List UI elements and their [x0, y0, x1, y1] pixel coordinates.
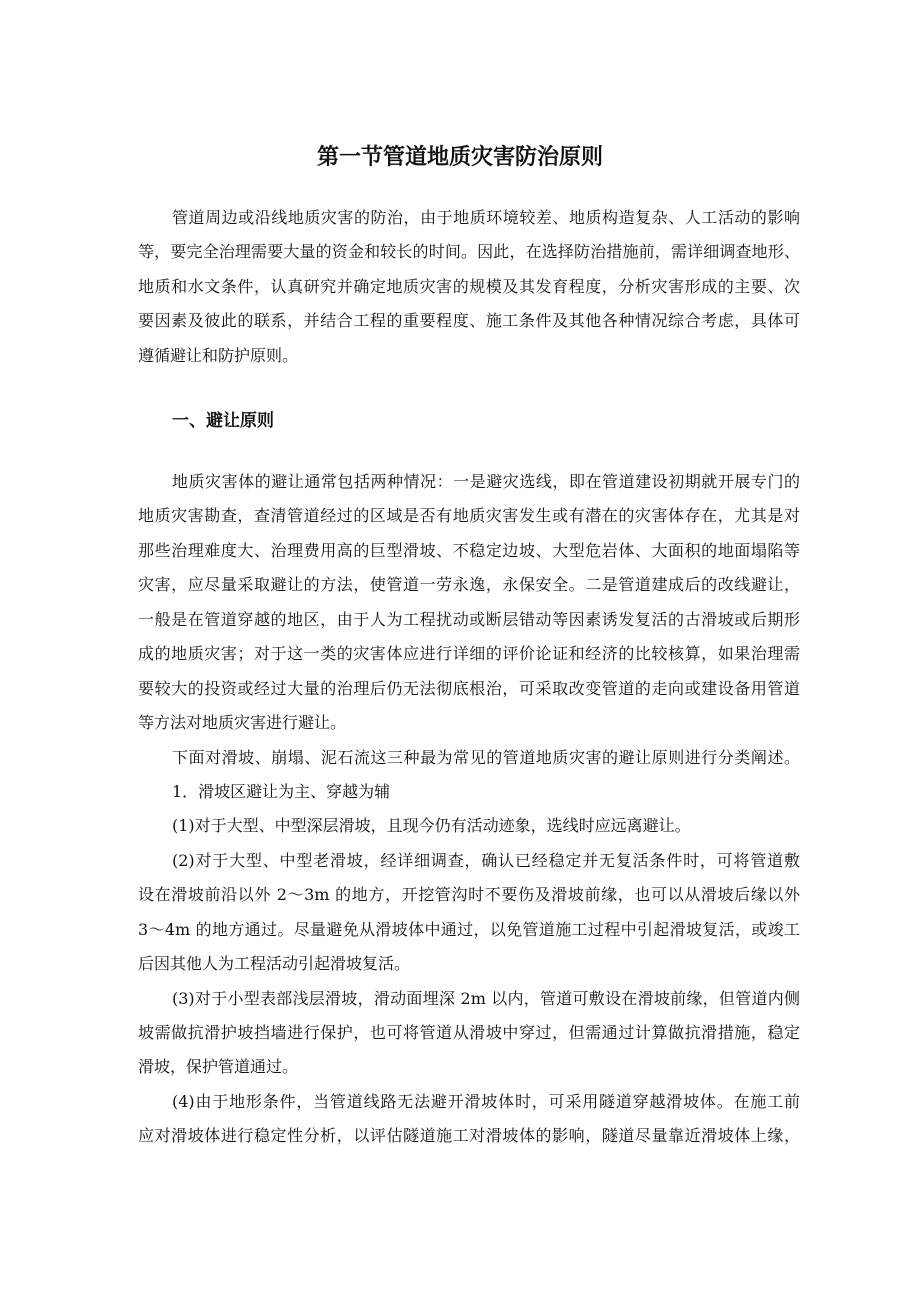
text-line: 等方法对地质灾害进行避让。: [138, 713, 347, 733]
section-heading: 一、避让原则: [172, 411, 274, 431]
text-line: 后因其他人为工程活动引起滑坡复活。: [138, 954, 411, 974]
text-line: 成的地质灾害；对于这一类的灾害体应进行详细的评价论证和经济的比较核算，如果治理需: [138, 644, 800, 664]
text-line: 应对滑坡体进行稳定性分析，以评估隧道施工对滑坡体的影响，隧道尽量靠近滑坡体上缘，: [138, 1126, 800, 1146]
text-line: 地质灾害勘查，查清管道经过的区域是否有地质灾害发生或有潜在的灾害体存在，尤其是对: [138, 506, 800, 526]
text-line: 设在滑坡前沿以外 2～3m 的地方，开挖管沟时不要伤及滑坡前缘，也可以从滑坡后缘以外: [138, 885, 800, 905]
text-line: 下面对滑坡、崩塌、泥石流这三种最为常见的管道地质灾害的避让原则进行分类阐述。: [172, 747, 800, 767]
list-heading: 1．滑坡区避让为主、穿越为辅: [172, 781, 391, 801]
text-line: 那些治理难度大、治理费用高的巨型滑坡、不稳定边坡、大型危岩体、大面积的地面塌陷等: [138, 540, 800, 560]
text-line: 灾害，应尽量采取避让的方法，使管道一劳永逸，永保安全。二是管道建成后的改线避让，: [138, 575, 800, 595]
text-line: (2)对于大型、中型老滑坡，经详细调查，确认已经稳定并无复活条件时，可将管道敷: [172, 850, 800, 870]
intro-paragraph: [138, 201, 800, 373]
text-line: (1)对于大型、中型深层滑坡，且现今仍有活动迹象，选线时应远离避让。: [172, 816, 691, 836]
text-line: 地质灾害体的避让通常包括两种情况：一是避灾选线，即在管道建设初期就开展专门的: [172, 472, 800, 491]
text-line: 等，要完全治理需要大量的资金和较长的时间。因此，在选择防治措施前，需详细调查地形、: [138, 242, 800, 262]
text-line: 坡需做抗滑护坡挡墙进行保护，也可将管道从滑坡中穿过，但需通过计算做抗滑措施，稳定: [138, 1023, 800, 1042]
body-text: [138, 465, 800, 1154]
text-line: (4)由于地形条件，当管道线路无法避开滑坡体时，可采用隧道穿越滑坡体。在施工前: [172, 1091, 800, 1111]
page-title: 第一节管道地质灾害防治原则: [316, 145, 603, 170]
text-line: 滑坡，保护管道通过。: [138, 1057, 299, 1077]
text-line: 3～4m 的地方通过。尽量避免从滑坡体中通过，以免管道施工过程中引起滑坡复活，或竣工: [138, 919, 800, 939]
text-line: (3)对于小型表部浅层滑坡，滑动面埋深 2m 以内，管道可敷设在滑坡前缘，但管道内侧: [172, 988, 800, 1008]
text-line: 管道周边或沿线地质灾害的防治，由于地质环境较差、地质构造复杂、人工活动的影响: [172, 208, 800, 227]
text-line: 遵循避让和防护原则。: [138, 345, 299, 365]
text-line: 要较大的投资或经过大量的治理后仍无法彻底根治，可采取改变管道的走向或建设备用管道: [138, 678, 800, 698]
text-line: 一般是在管道穿越的地区，由于人为工程扰动或断层错动等因素诱发复活的古滑坡或后期形: [138, 609, 800, 629]
text-line: 要因素及彼此的联系，并结合工程的重要程度、施工条件及其他各种情况综合考虑，具体可: [138, 311, 800, 331]
text-line: 地质和水文条件，认真研究并确定地质灾害的规模及其发育程度，分析灾害形成的主要、次: [138, 276, 800, 296]
